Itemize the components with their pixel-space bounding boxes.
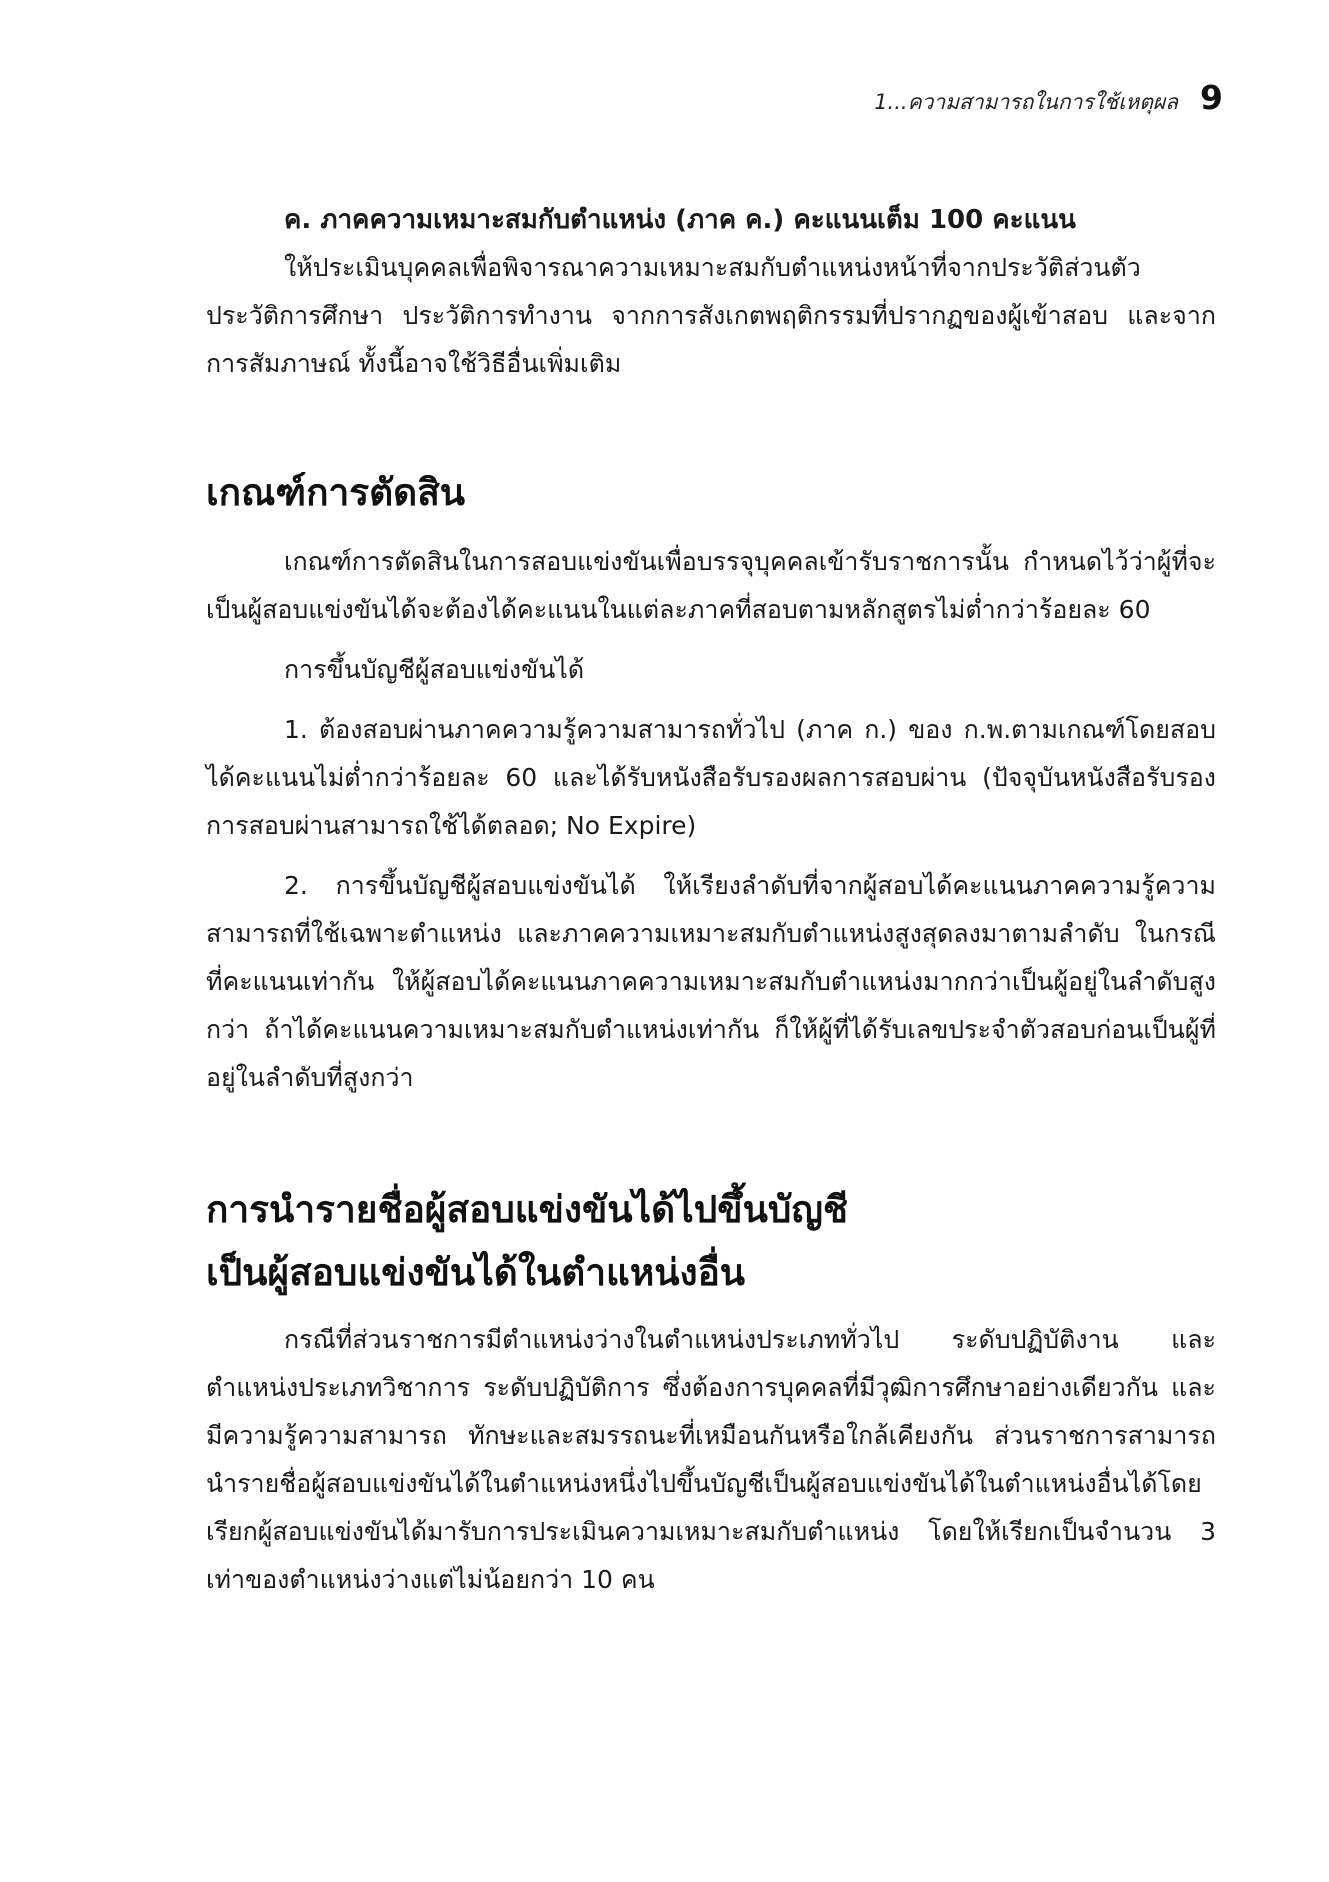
running-title: 1...ความสามารถในการใช้เหตุผล (874, 90, 1179, 114)
transfer-section (206, 1178, 1216, 1304)
criteria-section (206, 468, 1216, 518)
criteria-item-2: 2. การขึ้นบัญชีผู้สอบแข่งขันได้ ให้เรียงลำดับที่จากผู้สอบได้คะแนนภาคความรู้ความสามารถที่ใช้เฉพาะตำแหน่ง และภาคความเหมาะสมกับตำแหน่งสูงสุดลงมาตามลำดับ ในกรณีที่คะแนนเท่ากัน ให้ผู้สอบได้คะแนนภาคความเหมาะสมกับตำแหน่งมากกว่าเป็นผู้อยู่ในลำดับสูงกว่า ถ้าได้คะแนนความเหมาะสมกับตำแหน่งเท่ากัน ก็ให้ผู้ที่ได้รับเลขประจำตัวสอบก่อนเป็นผู้ที่อยู่ในลำดับที่สูงกว่า (206, 871, 1216, 1092)
transfer-body (206, 1316, 1216, 1604)
page-number: 9 (1200, 78, 1223, 117)
criteria-heading: เกณฑ์การตัดสิน (206, 471, 466, 514)
criteria-item-1: 1. ต้องสอบผ่านภาคความรู้ความสามารถทั่วไป (ภาค ก.) ของ ก.พ.ตามเกณฑ์โดยสอบได้คะแนนไม่ต่ำกว่าร้อยละ 60 และได้รับหนังสือรับรองผลการสอบผ่าน (ปัจจุบันหนังสือรับรองการสอบผ่านสามารถใช้ได้ตลอด; No Expire) (206, 715, 1216, 840)
criteria-paragraph: เกณฑ์การตัดสินในการสอบแข่งขันเพื่อบรรจุบุคคลเข้ารับราชการนั้น กำหนดไว้ว่าผู้ที่จะเป็นผู้สอบแข่งขันได้จะต้องได้คะแนนในแต่ละภาคที่สอบตามหลักสูตรไม่ต่ำกว่าร้อยละ 60 (206, 547, 1216, 624)
transfer-heading-line-2: เป็นผู้สอบแข่งขันได้ในตำแหน่งอื่น (206, 1251, 746, 1294)
transfer-paragraph: กรณีที่ส่วนราชการมีตำแหน่งว่างในตำแหน่งประเภททั่วไป ระดับปฏิบัติงาน และตำแหน่งประเภทวิชาการ ระดับปฏิบัติการ ซึ่งต้องการบุคคลที่มีวุฒิการศึกษาอย่างเดียวกัน และมีความรู้ความสามารถ ทักษะและสมรรถนะที่เหมือนกันหรือใกล้เคียงกัน ส่วนราชการสามารถนำรายชื่อผู้สอบแข่งขันได้ในตำแหน่งหนึ่งไปขึ้นบัญชีเป็นผู้สอบแข่งขันได้ในตำแหน่งอื่นได้โดยเรียกผู้สอบแข่งขันได้มารับการประเมินความเหมาะสมกับตำแหน่ง โดยให้เรียกเป็นจำนวน 3 เท่าของตำแหน่งว่างแต่ไม่น้อยกว่า 10 คน (206, 1325, 1216, 1594)
transfer-heading-line-1: การนำรายชื่อผู้สอบแข่งขันได้ไปขึ้นบัญชี (206, 1188, 848, 1231)
criteria-list-intro: การขึ้นบัญชีผู้สอบแข่งขันได้ (284, 655, 585, 684)
section-c-heading: ค. ภาคความเหมาะสมกับตำแหน่ง (ภาค ค.) คะแนนเต็ม 100 คะแนน (284, 205, 1076, 235)
section-c-paragraph: ให้ประเมินบุคคลเพื่อพิจารณาความเหมาะสมกับตำแหน่งหน้าที่จากประวัติส่วนตัว ประวัติการศึกษา ประวัติการทำงาน จากการสังเกตพฤติกรรมที่ปรากฏของผู้เข้าสอบ และจากการสัมภาษณ์ ทั้งนี้อาจใช้วิธีอื่นเพิ่มเติม (206, 253, 1216, 378)
page-header (874, 78, 1223, 119)
criteria-body (206, 538, 1216, 1102)
section-c (206, 196, 1216, 388)
